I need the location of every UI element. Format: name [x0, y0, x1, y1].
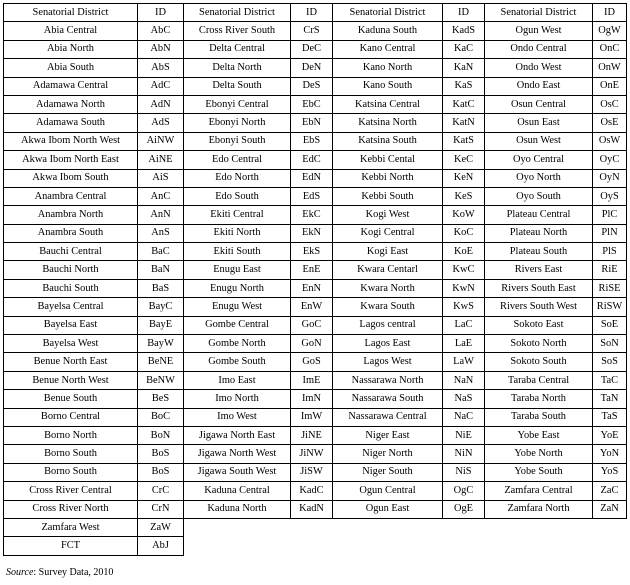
- district-id-cell: YoS: [593, 463, 627, 481]
- district-name-cell: Niger East: [333, 426, 443, 444]
- district-name-cell: Niger North: [333, 445, 443, 463]
- empty-cell: [184, 537, 291, 555]
- district-id-cell: OyC: [593, 151, 627, 169]
- district-id-cell: AdN: [138, 95, 184, 113]
- district-id-cell: KoC: [443, 224, 485, 242]
- district-name-cell: Lagos East: [333, 335, 443, 353]
- table-row: [4, 224, 627, 242]
- district-id-cell: KadS: [443, 22, 485, 40]
- table-row: [4, 335, 627, 353]
- district-name-cell: Kwara South: [333, 298, 443, 316]
- empty-cell: [443, 518, 485, 536]
- district-name-cell: Adamawa South: [4, 114, 138, 132]
- district-name-cell: Rivers South East: [485, 279, 593, 297]
- district-id-cell: EdC: [291, 151, 333, 169]
- district-name-cell: Bauchi Central: [4, 243, 138, 261]
- district-name-cell: Delta Central: [184, 40, 291, 58]
- district-name-cell: Benue North West: [4, 371, 138, 389]
- district-name-cell: Ogun West: [485, 22, 593, 40]
- district-id-cell: BaS: [138, 279, 184, 297]
- header-senatorial-district: Senatorial District: [333, 4, 443, 22]
- district-name-cell: Kano North: [333, 59, 443, 77]
- district-name-cell: Adamawa Central: [4, 77, 138, 95]
- district-id-cell: AiNW: [138, 132, 184, 150]
- header-id: ID: [593, 4, 627, 22]
- district-id-cell: PlC: [593, 206, 627, 224]
- district-name-cell: Lagos central: [333, 316, 443, 334]
- empty-cell: [443, 537, 485, 555]
- district-name-cell: Enugu East: [184, 261, 291, 279]
- table-row: [4, 151, 627, 169]
- table-row: [4, 298, 627, 316]
- district-id-cell: RiSE: [593, 279, 627, 297]
- district-id-cell: NaC: [443, 408, 485, 426]
- table-row: [4, 463, 627, 481]
- district-name-cell: Ekiti North: [184, 224, 291, 242]
- source-label: Source: [6, 567, 34, 578]
- district-name-cell: Plateau North: [485, 224, 593, 242]
- district-name-cell: Nassarawa South: [333, 390, 443, 408]
- district-name-cell: Akwa Ibom North East: [4, 151, 138, 169]
- district-id-cell: KatS: [443, 132, 485, 150]
- district-name-cell: Ogun East: [333, 500, 443, 518]
- table-row: [4, 114, 627, 132]
- table-row: [4, 187, 627, 205]
- table-row: [4, 426, 627, 444]
- district-id-cell: EkS: [291, 243, 333, 261]
- table-row: [4, 132, 627, 150]
- district-id-cell: BeNE: [138, 353, 184, 371]
- district-id-cell: NiN: [443, 445, 485, 463]
- district-id-cell: BeNW: [138, 371, 184, 389]
- district-id-cell: KoW: [443, 206, 485, 224]
- district-name-cell: Plateau South: [485, 243, 593, 261]
- district-id-cell: ImE: [291, 371, 333, 389]
- district-id-cell: AiS: [138, 169, 184, 187]
- district-id-cell: AbS: [138, 59, 184, 77]
- district-name-cell: Nassarawa North: [333, 371, 443, 389]
- table-row: [4, 445, 627, 463]
- district-id-cell: BaC: [138, 243, 184, 261]
- district-id-cell: BoS: [138, 463, 184, 481]
- district-id-cell: AdC: [138, 77, 184, 95]
- district-name-cell: Gombe North: [184, 335, 291, 353]
- district-name-cell: Adamawa North: [4, 95, 138, 113]
- district-name-cell: Anambra Central: [4, 187, 138, 205]
- district-id-cell: ImW: [291, 408, 333, 426]
- table-row: [4, 169, 627, 187]
- district-name-cell: Ekiti South: [184, 243, 291, 261]
- empty-cell: [291, 537, 333, 555]
- district-name-cell: Anambra North: [4, 206, 138, 224]
- district-name-cell: Kano South: [333, 77, 443, 95]
- district-id-cell: CrS: [291, 22, 333, 40]
- empty-cell: [485, 537, 593, 555]
- district-name-cell: Oyo North: [485, 169, 593, 187]
- district-id-cell: OnC: [593, 40, 627, 58]
- district-name-cell: Kwara North: [333, 279, 443, 297]
- district-name-cell: Gombe Central: [184, 316, 291, 334]
- district-name-cell: Cross River South: [184, 22, 291, 40]
- district-name-cell: Borno North: [4, 426, 138, 444]
- empty-cell: [333, 518, 443, 536]
- district-name-cell: Sokoto North: [485, 335, 593, 353]
- district-name-cell: Ondo East: [485, 77, 593, 95]
- district-id-cell: AnN: [138, 206, 184, 224]
- district-name-cell: Rivers East: [485, 261, 593, 279]
- district-name-cell: Yobe South: [485, 463, 593, 481]
- header-senatorial-district: Senatorial District: [485, 4, 593, 22]
- district-id-cell: YoN: [593, 445, 627, 463]
- district-name-cell: Edo Central: [184, 151, 291, 169]
- table-row: [4, 500, 627, 518]
- district-id-cell: BayC: [138, 298, 184, 316]
- district-name-cell: Taraba South: [485, 408, 593, 426]
- table-row: [4, 518, 627, 536]
- district-name-cell: Katsina South: [333, 132, 443, 150]
- district-name-cell: Zamfara West: [4, 518, 138, 536]
- empty-cell: [485, 518, 593, 536]
- district-id-cell: PlS: [593, 243, 627, 261]
- table-row: [4, 316, 627, 334]
- district-name-cell: Yobe North: [485, 445, 593, 463]
- table-row: [4, 243, 627, 261]
- source-text: : Survey Data, 2010: [33, 567, 114, 578]
- district-name-cell: Kogi West: [333, 206, 443, 224]
- district-id-cell: OgE: [443, 500, 485, 518]
- district-id-cell: OyN: [593, 169, 627, 187]
- table-row: [4, 206, 627, 224]
- district-id-cell: DeC: [291, 40, 333, 58]
- district-name-cell: Bayelsa West: [4, 335, 138, 353]
- district-name-cell: Ebonyi South: [184, 132, 291, 150]
- district-id-cell: DeN: [291, 59, 333, 77]
- district-name-cell: Kwara Centarl: [333, 261, 443, 279]
- district-name-cell: Nassarawa Central: [333, 408, 443, 426]
- district-name-cell: Bauchi South: [4, 279, 138, 297]
- district-name-cell: Edo South: [184, 187, 291, 205]
- district-id-cell: NaS: [443, 390, 485, 408]
- district-id-cell: SoE: [593, 316, 627, 334]
- district-name-cell: Enugu West: [184, 298, 291, 316]
- district-id-cell: RiE: [593, 261, 627, 279]
- district-id-cell: AbN: [138, 40, 184, 58]
- district-name-cell: Osun East: [485, 114, 593, 132]
- district-name-cell: Niger South: [333, 463, 443, 481]
- district-id-cell: YoE: [593, 426, 627, 444]
- district-name-cell: Ogun Central: [333, 482, 443, 500]
- district-id-cell: KeS: [443, 187, 485, 205]
- district-id-cell: NiS: [443, 463, 485, 481]
- district-name-cell: Kebbi South: [333, 187, 443, 205]
- district-id-cell: JiNW: [291, 445, 333, 463]
- district-id-cell: TaS: [593, 408, 627, 426]
- district-id-cell: NaN: [443, 371, 485, 389]
- district-name-cell: Kaduna Central: [184, 482, 291, 500]
- district-id-cell: JiNE: [291, 426, 333, 444]
- district-id-cell: KwN: [443, 279, 485, 297]
- district-name-cell: Kaduna North: [184, 500, 291, 518]
- district-id-cell: EkN: [291, 224, 333, 242]
- district-name-cell: Akwa Ibom North West: [4, 132, 138, 150]
- district-id-cell: OsW: [593, 132, 627, 150]
- district-name-cell: Delta South: [184, 77, 291, 95]
- header-id: ID: [138, 4, 184, 22]
- district-id-cell: RiSW: [593, 298, 627, 316]
- district-name-cell: Osun Central: [485, 95, 593, 113]
- district-id-cell: EdN: [291, 169, 333, 187]
- table-body: [4, 22, 627, 555]
- district-name-cell: Borno South: [4, 445, 138, 463]
- district-id-cell: GoN: [291, 335, 333, 353]
- district-id-cell: OsC: [593, 95, 627, 113]
- district-id-cell: BayW: [138, 335, 184, 353]
- district-name-cell: Lagos West: [333, 353, 443, 371]
- district-id-cell: EnE: [291, 261, 333, 279]
- district-id-cell: LaE: [443, 335, 485, 353]
- district-id-cell: OnW: [593, 59, 627, 77]
- district-name-cell: Jigawa North East: [184, 426, 291, 444]
- district-name-cell: Kaduna South: [333, 22, 443, 40]
- district-id-cell: NiE: [443, 426, 485, 444]
- district-id-cell: CrN: [138, 500, 184, 518]
- district-id-cell: OyS: [593, 187, 627, 205]
- district-id-cell: AnC: [138, 187, 184, 205]
- district-name-cell: Taraba North: [485, 390, 593, 408]
- district-name-cell: Bayelsa Central: [4, 298, 138, 316]
- district-name-cell: Ondo West: [485, 59, 593, 77]
- table-header-row: [4, 4, 627, 22]
- district-name-cell: Sokoto East: [485, 316, 593, 334]
- district-id-cell: AbJ: [138, 537, 184, 555]
- district-id-cell: EnW: [291, 298, 333, 316]
- district-name-cell: Sokoto South: [485, 353, 593, 371]
- table-row: [4, 353, 627, 371]
- district-id-cell: GoC: [291, 316, 333, 334]
- district-id-cell: EdS: [291, 187, 333, 205]
- source-note: [6, 567, 113, 578]
- district-name-cell: Rivers South West: [485, 298, 593, 316]
- district-name-cell: Edo North: [184, 169, 291, 187]
- district-name-cell: Cross River North: [4, 500, 138, 518]
- district-id-cell: SoN: [593, 335, 627, 353]
- district-name-cell: Abia South: [4, 59, 138, 77]
- district-name-cell: Imo East: [184, 371, 291, 389]
- empty-cell: [184, 518, 291, 536]
- district-name-cell: Imo North: [184, 390, 291, 408]
- district-id-cell: SoS: [593, 353, 627, 371]
- table-row: [4, 408, 627, 426]
- district-id-cell: BoS: [138, 445, 184, 463]
- district-id-cell: KaS: [443, 77, 485, 95]
- district-id-cell: ImN: [291, 390, 333, 408]
- district-id-cell: KwS: [443, 298, 485, 316]
- district-id-cell: KeC: [443, 151, 485, 169]
- table-row: [4, 77, 627, 95]
- district-id-cell: OgW: [593, 22, 627, 40]
- district-id-cell: CrC: [138, 482, 184, 500]
- table-row: [4, 59, 627, 77]
- district-name-cell: Taraba Central: [485, 371, 593, 389]
- empty-cell: [593, 518, 627, 536]
- district-id-cell: ZaN: [593, 500, 627, 518]
- empty-cell: [291, 518, 333, 536]
- district-name-cell: Oyo Central: [485, 151, 593, 169]
- district-name-cell: Abia Central: [4, 22, 138, 40]
- district-id-cell: AiNE: [138, 151, 184, 169]
- table-row: [4, 22, 627, 40]
- district-id-cell: DeS: [291, 77, 333, 95]
- district-name-cell: Katsina Central: [333, 95, 443, 113]
- district-id-cell: ZaC: [593, 482, 627, 500]
- district-name-cell: Kebbi North: [333, 169, 443, 187]
- district-name-cell: Jigawa South West: [184, 463, 291, 481]
- district-name-cell: Jigawa North West: [184, 445, 291, 463]
- empty-cell: [593, 537, 627, 555]
- district-id-cell: TaC: [593, 371, 627, 389]
- district-name-cell: Katsina North: [333, 114, 443, 132]
- district-name-cell: Delta North: [184, 59, 291, 77]
- district-name-cell: Benue North East: [4, 353, 138, 371]
- district-id-cell: LaW: [443, 353, 485, 371]
- district-name-cell: Ondo Central: [485, 40, 593, 58]
- district-id-cell: EbN: [291, 114, 333, 132]
- district-name-cell: Bauchi North: [4, 261, 138, 279]
- district-name-cell: Kano Central: [333, 40, 443, 58]
- district-id-cell: BaN: [138, 261, 184, 279]
- senatorial-district-table: [3, 3, 627, 556]
- district-id-cell: EbS: [291, 132, 333, 150]
- district-id-cell: AnS: [138, 224, 184, 242]
- district-name-cell: Osun West: [485, 132, 593, 150]
- district-id-cell: EkC: [291, 206, 333, 224]
- district-id-cell: KeN: [443, 169, 485, 187]
- table-row: [4, 390, 627, 408]
- district-id-cell: KwC: [443, 261, 485, 279]
- district-name-cell: Ebonyi North: [184, 114, 291, 132]
- district-id-cell: LaC: [443, 316, 485, 334]
- district-name-cell: Oyo South: [485, 187, 593, 205]
- district-id-cell: EbC: [291, 95, 333, 113]
- district-id-cell: KadC: [291, 482, 333, 500]
- table-row: [4, 371, 627, 389]
- empty-cell: [333, 537, 443, 555]
- district-id-cell: OnE: [593, 77, 627, 95]
- district-id-cell: EnN: [291, 279, 333, 297]
- table-row: [4, 40, 627, 58]
- district-name-cell: Anambra South: [4, 224, 138, 242]
- district-id-cell: ZaW: [138, 518, 184, 536]
- district-id-cell: JiSW: [291, 463, 333, 481]
- district-name-cell: Yobe East: [485, 426, 593, 444]
- table-row: [4, 279, 627, 297]
- district-id-cell: KatN: [443, 114, 485, 132]
- district-name-cell: FCT: [4, 537, 138, 555]
- district-name-cell: Plateau Central: [485, 206, 593, 224]
- district-name-cell: Ebonyi Central: [184, 95, 291, 113]
- district-name-cell: Kogi East: [333, 243, 443, 261]
- district-id-cell: GoS: [291, 353, 333, 371]
- district-name-cell: Borno Central: [4, 408, 138, 426]
- table-row: [4, 537, 627, 555]
- district-name-cell: Akwa Ibom South: [4, 169, 138, 187]
- district-id-cell: BeS: [138, 390, 184, 408]
- header-senatorial-district: Senatorial District: [184, 4, 291, 22]
- district-name-cell: Benue South: [4, 390, 138, 408]
- district-id-cell: KaN: [443, 59, 485, 77]
- district-name-cell: Borno South: [4, 463, 138, 481]
- header-id: ID: [291, 4, 333, 22]
- district-id-cell: AdS: [138, 114, 184, 132]
- table-row: [4, 482, 627, 500]
- table-row: [4, 95, 627, 113]
- district-id-cell: BoC: [138, 408, 184, 426]
- district-id-cell: KoE: [443, 243, 485, 261]
- district-id-cell: BayE: [138, 316, 184, 334]
- district-id-cell: OsE: [593, 114, 627, 132]
- district-name-cell: Kogi Central: [333, 224, 443, 242]
- district-name-cell: Abia North: [4, 40, 138, 58]
- district-name-cell: Kebbi Cental: [333, 151, 443, 169]
- header-senatorial-district: Senatorial District: [4, 4, 138, 22]
- district-name-cell: Imo West: [184, 408, 291, 426]
- district-name-cell: Bayelsa East: [4, 316, 138, 334]
- district-name-cell: Cross River Central: [4, 482, 138, 500]
- district-id-cell: PlN: [593, 224, 627, 242]
- district-id-cell: KaC: [443, 40, 485, 58]
- table-row: [4, 261, 627, 279]
- district-name-cell: Enugu North: [184, 279, 291, 297]
- header-id: ID: [443, 4, 485, 22]
- district-id-cell: KatC: [443, 95, 485, 113]
- district-id-cell: BoN: [138, 426, 184, 444]
- district-id-cell: OgC: [443, 482, 485, 500]
- district-id-cell: KadN: [291, 500, 333, 518]
- district-name-cell: Zamfara Central: [485, 482, 593, 500]
- district-name-cell: Zamfara North: [485, 500, 593, 518]
- district-name-cell: Gombe South: [184, 353, 291, 371]
- district-id-cell: TaN: [593, 390, 627, 408]
- district-name-cell: Ekiti Central: [184, 206, 291, 224]
- district-id-cell: AbC: [138, 22, 184, 40]
